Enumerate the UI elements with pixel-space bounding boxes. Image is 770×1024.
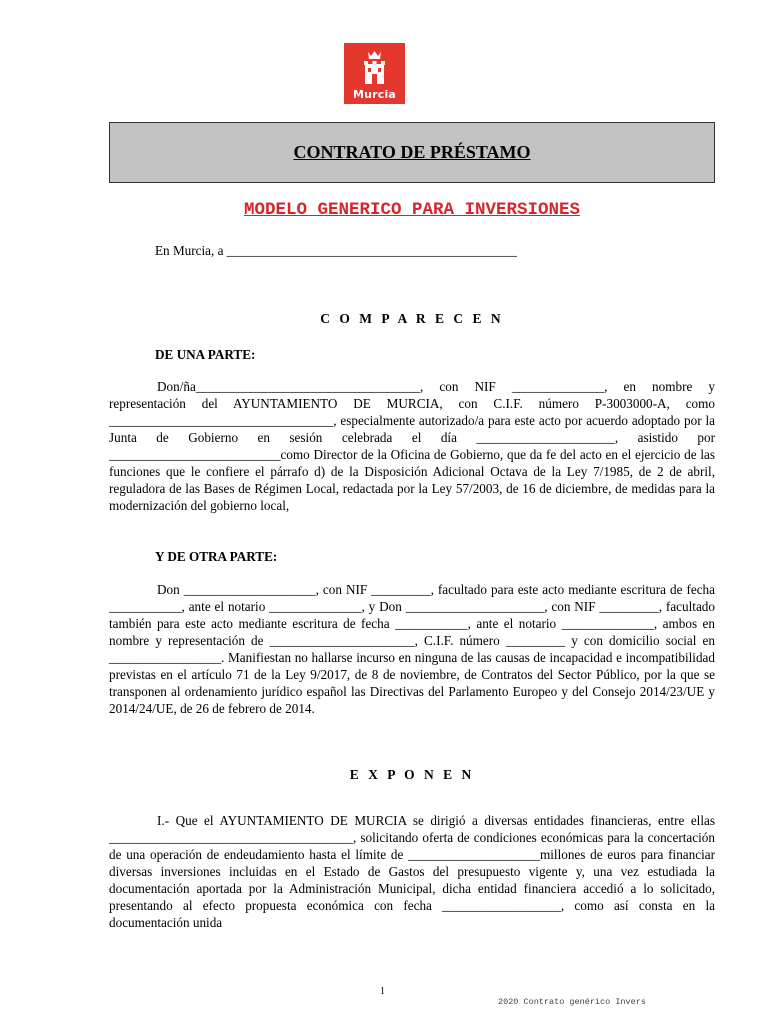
- section-heading-de-otra-parte: Y DE OTRA PARTE:: [155, 549, 278, 564]
- logo-text: Murcia: [352, 88, 397, 101]
- paragraph-exponen-1: I.- Que el AYUNTAMIENTO DE MURCIA se dirigió a diversas entidades financieras, entre ellas _____________________________________, solicitando oferta de condiciones económicas para la concertación de una operación de endeudamiento hasta el límite de ____________________millones de euros para financiar diversas inversiones incluidas en el Estado de Gastos del presupuesto vigente y, una vez estudiada la documentación aportada por la Administración Municipal, dicha entidad financiera accedió a lo solicitado, presentando al efecto propuesta económica con fecha __________________, como así consta en la documentación unida: [109, 813, 715, 930]
- murcia-logo: [344, 43, 405, 104]
- document-subtitle: MODELO GENERICO PARA INVERSIONES: [243, 200, 581, 220]
- place-date-line: En Murcia, a ____________________________________________: [155, 243, 517, 258]
- paragraph-second-party: Don ____________________, con NIF _________, facultado para este acto mediante escritura de fecha ___________, ante el notario ______________, y Don _____________________, con NIF _________, facultado también para este acto mediante escritura de fecha ___________, ante el notario ______________, ambos en nombre y representación de ______________________, C.I.F. número _________ y con domicilio social en _________________. Manifiestan no hallarse incurso en ninguna de las causas de incapacidad e incompatibilidad previstas en el artículo 71 de la Ley 9/2017, de 8 de noviembre, de Contratos del Sector Público, por la que se transponen al ordenamiento jurídico español las Directivas del Parlamento Europeo y del Consejo 2014/23/UE y 2014/24/UE, de 26 de febrero de 2014.: [109, 582, 715, 716]
- footer-file-label: 2020 Contrato genérico Invers: [498, 997, 646, 1007]
- section-heading-de-una-parte: DE UNA PARTE:: [155, 347, 256, 362]
- section-heading-comparecen: C O M P A R E C E N: [320, 311, 504, 326]
- section-heading-exponen: E X P O N E N: [349, 767, 475, 782]
- document-title: CONTRATO DE PRÉSTAMO: [293, 142, 531, 162]
- paragraph-first-party: Don/ña__________________________________, con NIF ______________, en nombre y representación del AYUNTAMIENTO DE MURCIA, con C.I.F. número P-3003000-A, como __________________________________, especialmente autorizado/a para este acto por acuerdo adoptado por la Junta de Gobierno en sesión celebrada el día _____________________, asistido por __________________________como Director de la Oficina de Gobierno, que da fe del acto en el ejercicio de las funciones que le confiere el párrafo d) de la Disposición Adicional Octava de la Ley 7/1985, de 2 de abril, reguladora de las Bases de Régimen Local, redactada por la Ley 57/2003, de 16 de diciembre, de medidas para la modernización del gobierno local,: [109, 379, 715, 513]
- title-box: [109, 122, 715, 183]
- page-number: 1: [380, 986, 385, 997]
